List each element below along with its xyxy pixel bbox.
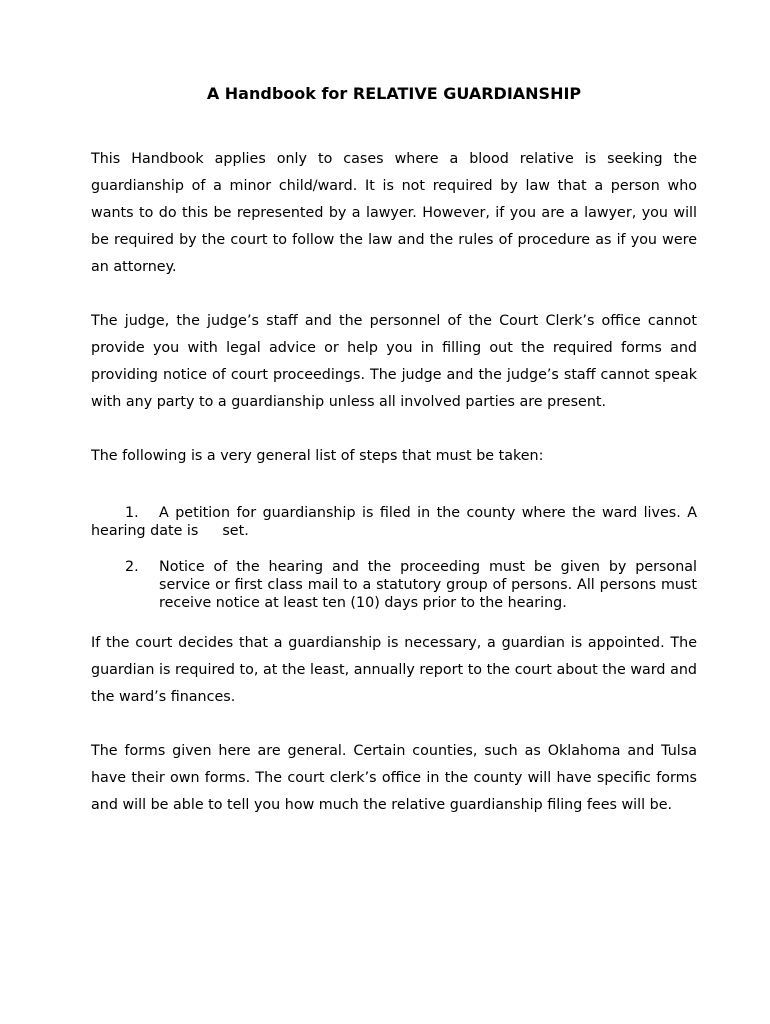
- step-number: 2.: [125, 559, 139, 575]
- paragraph-scope: This Handbook applies only to cases where a blood relative is seeking the guardianship of a minor child/ward. It is not required by law that a person who wants to do this be represented by a lawyer. However, if you are a lawyer, you will be required by the court to follow the law and the rules of procedure as if you were an attorney.: [91, 151, 697, 275]
- steps-list: [91, 504, 697, 612]
- paragraph-steps-intro: The following is a very general list of steps that must be taken:: [91, 448, 544, 464]
- document-page: [91, 80, 697, 846]
- step-item: [91, 558, 697, 612]
- paragraph-forms: The forms given here are general. Certain counties, such as Oklahoma and Tulsa have their own forms. The court clerk’s office in the county will have specific forms and will be able to tell you how much the relative guardianship filing fees will be.: [91, 743, 697, 813]
- step-item: [91, 504, 697, 540]
- step-text: Notice of the hearing and the proceeding must be given by personal service or first class mail to a statutory group of persons. All persons must receive notice at least ten (10) days prior to the hearing.: [159, 559, 697, 611]
- step-text-continued: set.: [222, 523, 249, 539]
- document-title: A Handbook for RELATIVE GUARDIANSHIP: [206, 84, 582, 103]
- step-text: A petition for guardianship is filed in the county where the ward lives. A hearing date is: [91, 505, 697, 539]
- paragraph-guardian-appointed: If the court decides that a guardianship is necessary, a guardian is appointed. The guardian is required to, at the least, annually report to the court about the ward and the ward’s finances.: [91, 635, 697, 705]
- step-number: 1.: [125, 505, 139, 521]
- paragraph-court-staff: The judge, the judge’s staff and the personnel of the Court Clerk’s office cannot provide you with legal advice or help you in filling out the required forms and providing notice of court proceedings. The judge and the judge’s staff cannot speak with any party to a guardianship unless all involved parties are present.: [91, 313, 697, 410]
